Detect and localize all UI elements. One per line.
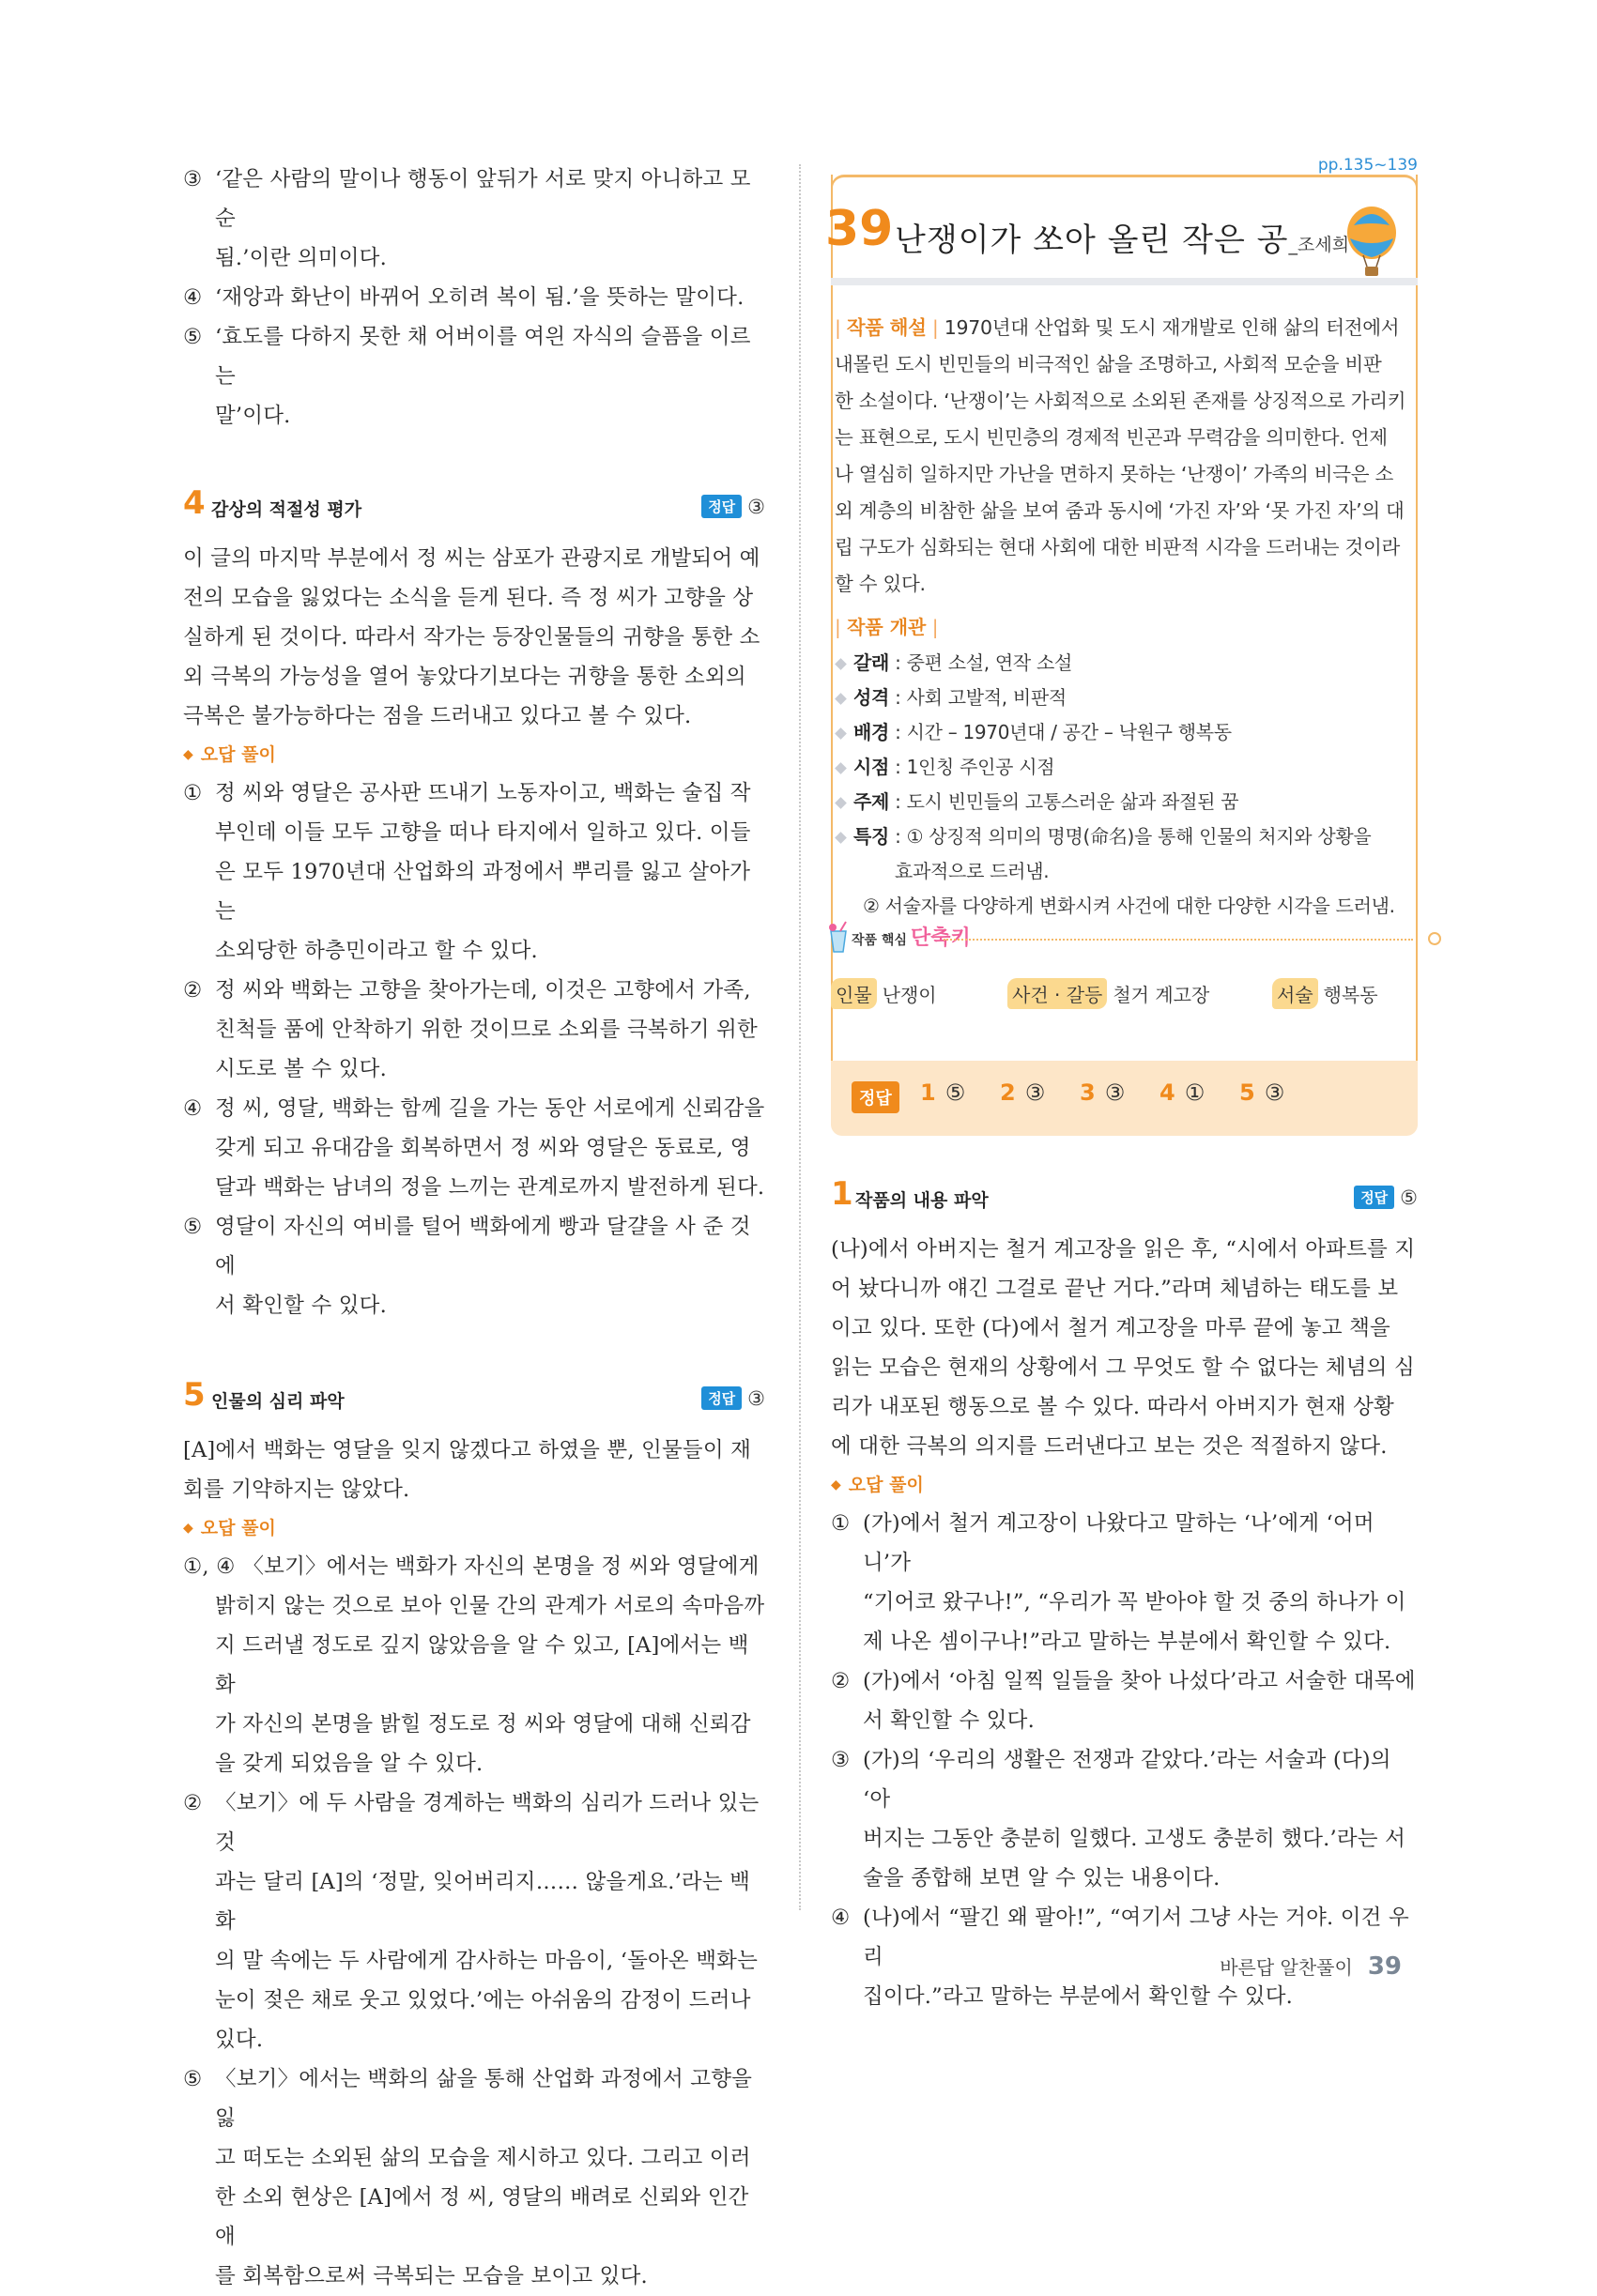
page-number: 39 bbox=[1367, 1952, 1402, 1981]
keyword-row bbox=[831, 978, 1418, 1016]
work-number: 39 bbox=[825, 201, 894, 257]
list-item: ⑤ 영달이 자신의 여비를 털어 백화에게 빵과 달걀을 사 준 것에 서 확인할 수 있다. bbox=[183, 1215, 751, 1318]
list-item: ③ ‘같은 사람의 말이나 행동이 앞뒤가 서로 맞지 아니하고 모순 됨.’이란 의미이다. bbox=[183, 167, 751, 270]
overview-item: 특징 : ① 상징적 의미의 명명(命名)을 통해 인물의 처지와 상황을 bbox=[835, 819, 1414, 854]
overview-item: 성격 : 사회 고발적, 비판적 bbox=[835, 681, 1414, 715]
overview-item: 배경 : 시간 – 1970년대 / 공간 – 낙원구 행복동 bbox=[835, 715, 1414, 750]
answer-badge: 정답 ③ bbox=[701, 1386, 765, 1410]
list-item: ④ (나)에서 “팔긴 왜 팔아!”, “여기서 그냥 사는 거야. 이건 우리 집이다.”라고 말하는 부분에서 확인할 수 있다. bbox=[831, 1906, 1409, 2009]
answer-item: 2 ③ bbox=[1000, 1079, 1046, 1106]
work-author: _조세희 bbox=[1288, 235, 1350, 255]
page-reference: pp.135~139 bbox=[1317, 156, 1418, 175]
work-commentary: | 작품 해설 | 1970년대 산업화 및 도시 재개발로 인해 삶의 터전에서 내몰린 도시 빈민들의 비극적인 삶을 조명하고, 사회적 모순을 비판 한 소설이다. ‘난쟁이’는 사회적으로 소외된 존재를 상징적으로 가리키 는 표현으로, 도시 빈민층의 경제적 빈곤과 무력감을 의미한다. 언제 나 열심히 일하지만 가난을 면하지 못하는 ‘난쟁이’ 가족의 비극은 소 외 계층의 비참한 삶을 보여 줌과 동시에 ‘가진 자’와 ‘못 가진 자’의 대 립 구도가 심화되는 현대 사회에 대한 비판적 시각을 드러내는 것이라 할 수 있다. bbox=[835, 316, 1406, 595]
section-5-body: [A]에서 백화는 영달을 잊지 않겠다고 하였을 뿐, 인물들이 재 회를 기약하지는 않았다. bbox=[183, 1438, 752, 1502]
section-5-header bbox=[183, 1376, 765, 1425]
work-summary-body bbox=[831, 310, 1418, 924]
answer-item: 5 ③ bbox=[1239, 1079, 1285, 1106]
wrong-answer-heading: ◆ 오답 풀이 bbox=[183, 744, 276, 765]
list-item: ⑤ 〈보기〉에서는 백화의 삶을 통해 산업화 과정에서 고향을 잃 고 떠도는 소외된 삶의 모습을 제시하고 있다. 그리고 이러 한 소외 현상은 [A]에서 정 씨, 영달의 배려로 신뢰와 인간애 를 회복함으로써 극복되는 모습을 보이고 있다. bbox=[183, 2067, 753, 2288]
work-summary-box bbox=[825, 156, 1418, 1136]
list-item: ② 〈보기〉에 두 사람을 경계하는 백화의 심리가 드러나 있는 것 과는 달리 [A]의 ‘정말, 잊어버리지…… 않을게요.’라는 백화 의 말 속에는 두 사람에게 감사하는 마음이, ‘돌아온 백화는 눈이 젖은 채로 웃고 있었다.’에는 아쉬움의 감정이 드러나 있다. bbox=[183, 1791, 760, 2052]
section-4-header bbox=[183, 484, 765, 533]
wrong-answer-heading: ◆ 오답 풀이 bbox=[831, 1475, 924, 1495]
list-item: ③ (가)의 ‘우리의 생활은 전쟁과 같았다.’라는 서술과 (다)의 ‘아 버지는 그동안 충분히 일했다. 고생도 충분히 했다.’라는 서 술을 종합해 보면 알 수 있는 내용이다. bbox=[831, 1748, 1406, 1890]
answer-item: 3 ③ bbox=[1080, 1079, 1126, 1106]
overview-item: 갈래 : 중편 소설, 연작 소설 bbox=[835, 646, 1414, 681]
column-divider bbox=[799, 164, 801, 1910]
section-number: 4 bbox=[183, 484, 206, 522]
answer-summary bbox=[831, 1061, 1418, 1136]
keyword-item: 서술 행복동 bbox=[1272, 978, 1378, 1009]
page-footer bbox=[1220, 1952, 1402, 1981]
work-title: 난쟁이가 쏘아 올린 작은 공_조세희 bbox=[895, 222, 1350, 259]
section-1-body: (나)에서 아버지는 철거 계고장을 읽은 후, “시에서 아파트를 지 어 놨다니까 얘긴 그걸로 끝난 거다.”라며 체념하는 태도를 보 이고 있다. 또한 (다)에서 철거 계고장을 마루 끝에 놓고 책을 읽는 모습은 현재의 상황에서 그 무엇도 할 수 없다는 체념의 심 리가 내포된 행동으로 볼 수 있다. 따라서 아버지가 현재 상황 에 대한 극복의 의지를 드러낸다고 보는 것은 적절하지 않다. bbox=[831, 1237, 1416, 1459]
key-shortcut-row: 작품 핵심 단축키 bbox=[831, 922, 1432, 956]
answer-badge: 정답 ⑤ bbox=[1354, 1186, 1418, 1209]
list-item: ① (가)에서 철거 계고장이 나왔다고 말하는 ‘나’에게 ‘어머니’가 “기어코 왔구나!”, “우리가 꼭 받아야 할 것 중의 하나가 이 제 나온 셈이구나!”라고 말하는 부분에서 확인할 수 있다. bbox=[831, 1511, 1406, 1654]
hot-air-balloon-icon bbox=[1341, 205, 1403, 280]
footer-text: 바른답 알찬풀이 bbox=[1220, 1956, 1353, 1979]
prev-answer-items bbox=[183, 160, 765, 436]
list-item: ①, ④ 〈보기〉에서는 백화가 자신의 본명을 정 씨와 영달에게 밝히지 않는 것으로 보아 인물 간의 관계가 서로의 속마음까 지 드러낼 정도로 깊지 않았음을 알 수 있고, [A]에서는 백화 가 자신의 본명을 밝힐 정도로 정 씨와 영달에 대해 신뢰감 을 갖게 되었음을 알 수 있다. bbox=[183, 1554, 765, 1776]
section-title: 작품의 내용 파악 bbox=[855, 1190, 989, 1211]
keyword-item: 사건 · 갈등 철거 계고장 bbox=[1007, 978, 1209, 1009]
left-column bbox=[183, 160, 765, 2296]
list-item: ⑤ ‘효도를 다하지 못한 채 어버이를 여읜 자식의 슬픔을 이르는 말’이다. bbox=[183, 325, 751, 428]
list-item: ② (가)에서 ‘아침 일찍 일들을 찾아 나섰다’라고 서술한 대목에 서 확인할 수 있다. bbox=[831, 1669, 1416, 1733]
section-title: 감상의 적절성 평가 bbox=[211, 499, 362, 520]
answer-item: 1 ⑤ bbox=[920, 1079, 966, 1106]
list-item: ④ 정 씨, 영달, 백화는 함께 길을 가는 동안 서로에게 신뢰감을 갖게 되고 유대감을 회복하면서 정 씨와 영달은 동료로, 영 달과 백화는 남녀의 정을 느끼는 관계로까지 발전하게 된다. bbox=[183, 1096, 765, 1200]
section-number: 1 bbox=[831, 1175, 853, 1213]
list-item: ② 정 씨와 백화는 고향을 찾아가는데, 이것은 고향에서 가족, 친척들 품에 안착하기 위한 것이므로 소외를 극복하기 위한 시도로 볼 수 있다. bbox=[183, 978, 758, 1081]
list-item: ④ ‘재앙과 화난이 바뀌어 오히려 복이 됨.’을 뜻하는 말이다. bbox=[183, 285, 745, 310]
overview-item: 시점 : 1인칭 주인공 시점 bbox=[835, 750, 1414, 785]
wrong-answer-heading: ◆ 오답 풀이 bbox=[183, 1518, 276, 1538]
keyword-item: 인물 난쟁이 bbox=[831, 978, 937, 1009]
work-title-row bbox=[825, 199, 1418, 274]
right-column bbox=[825, 156, 1418, 2016]
overview-item: 주제 : 도시 빈민들의 고통스러운 삶과 좌절된 꿈 bbox=[835, 785, 1414, 819]
answer-item: 4 ① bbox=[1159, 1079, 1205, 1106]
section-4-body: 이 글의 마지막 부분에서 정 씨는 삼포가 관광지로 개발되어 예 전의 모습을 잃었다는 소식을 듣게 된다. 즉 정 씨가 고향을 상 실하게 된 것이다. 따라서 작가는 등장인물들의 귀향을 통한 소 외 극복의 가능성을 열어 놓았다기보다는 귀향을 통한 소외의 극복은 불가능하다는 점을 드러내고 있다고 볼 수 있다. bbox=[183, 546, 760, 728]
answer-tag: 정답 bbox=[852, 1081, 899, 1113]
answer-badge: 정답 ③ bbox=[701, 495, 765, 518]
list-item: ① 정 씨와 영달은 공사판 뜨내기 노동자이고, 백화는 술집 작 부인데 이들 모두 고향을 떠나 타지에서 일하고 있다. 이들 은 모두 1970년대 산업화의 과정에서 뿌리를 잃고 살아가는 소외당한 하층민이라고 할 수 있다. bbox=[183, 781, 751, 963]
section-number: 5 bbox=[183, 1376, 206, 1414]
section-1-header bbox=[831, 1175, 1418, 1224]
overview-item-continued: 효과적으로 드러냄. bbox=[895, 860, 1050, 882]
work-overview-heading: | 작품 개관 | bbox=[835, 616, 939, 638]
overview-item-continued: ② 서술자를 다양하게 변화시켜 사건에 대한 다양한 시각을 드러냄. bbox=[863, 895, 1395, 917]
section-title: 인물의 심리 파악 bbox=[211, 1391, 345, 1412]
